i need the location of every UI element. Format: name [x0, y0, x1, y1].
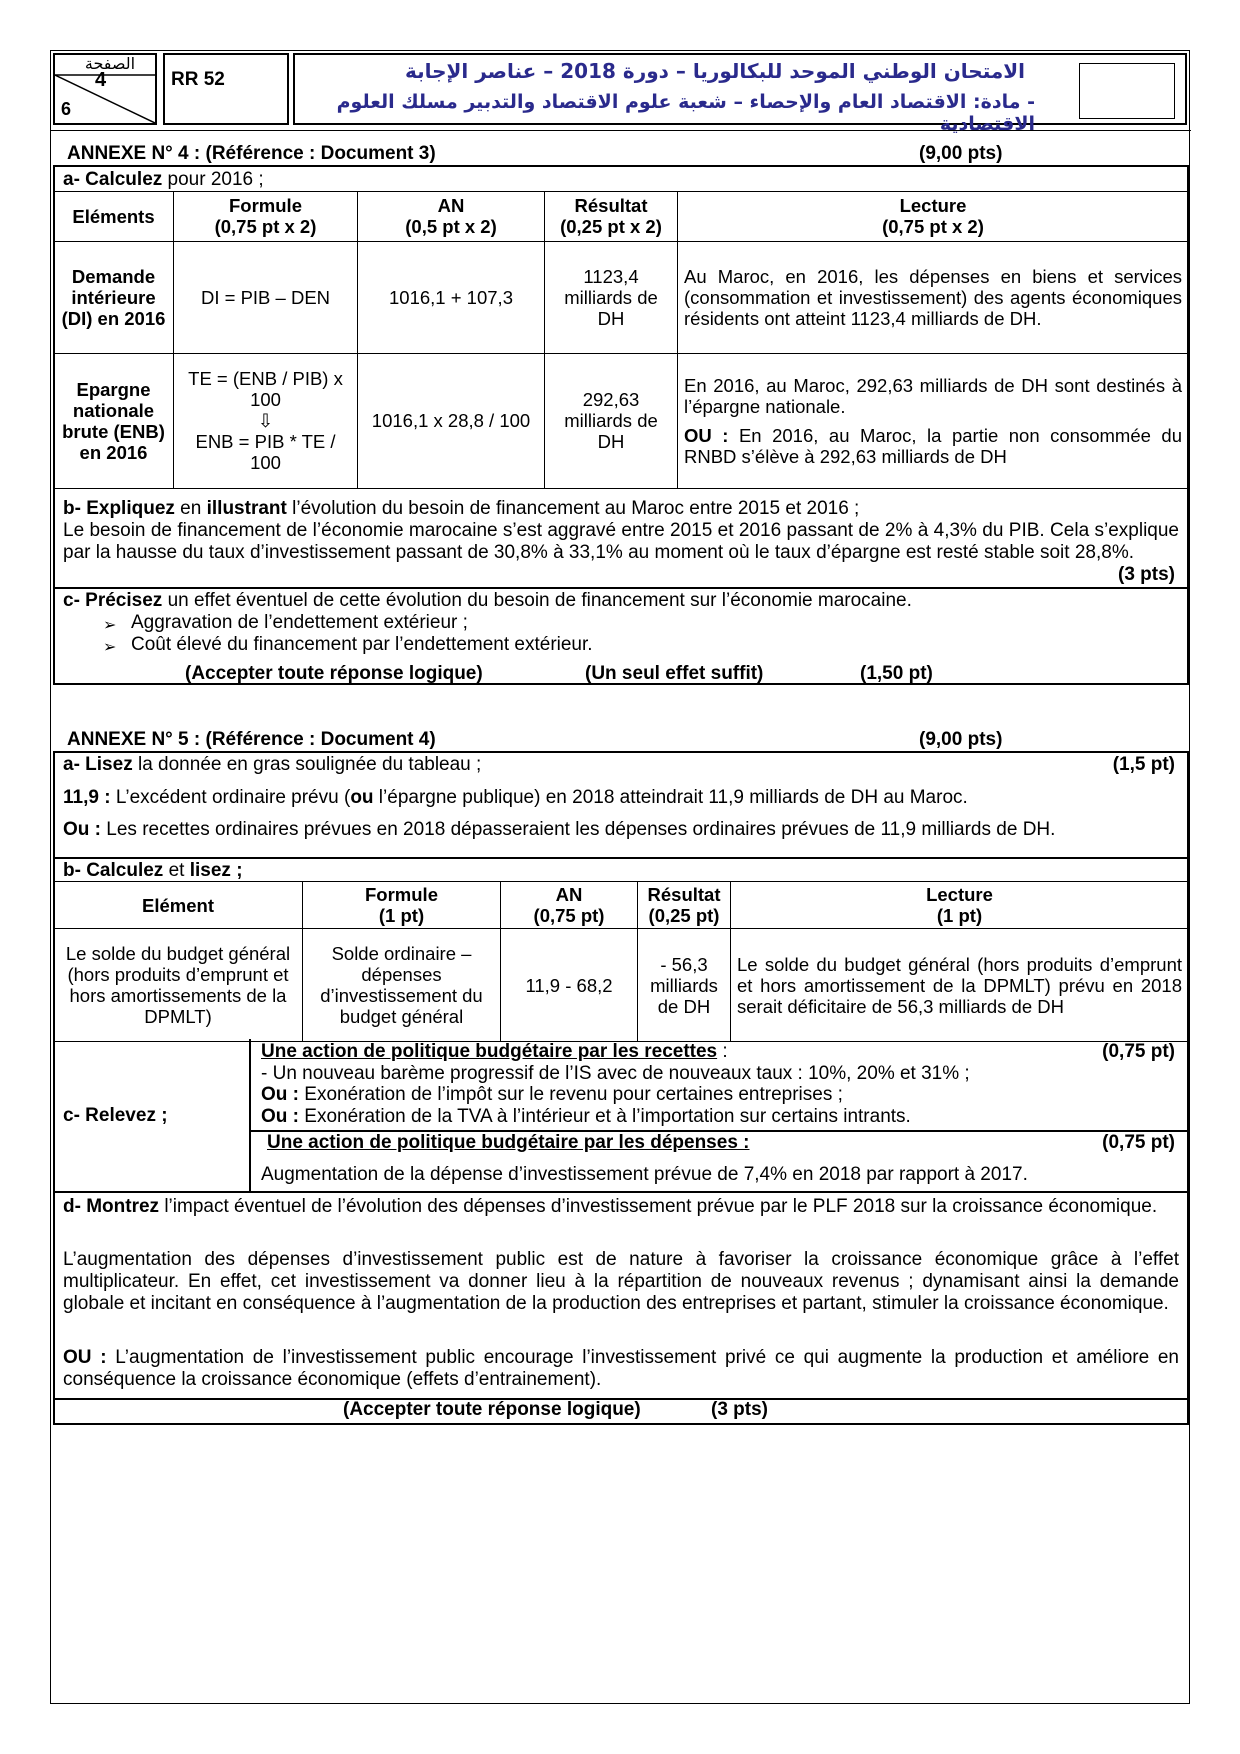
row-element: Le solde du budget général (hors produits d’emprunt et hors amortissements de la DPMLT) — [54, 929, 303, 1042]
annexe5-a-answer: 11,9 : L’excédent ordinaire prévu (ou l’épargne publique) en 2018 atteindrait 11,9 milliards de DH au Maroc. — [63, 787, 968, 808]
depenses-title: Une action de politique budgétaire par les dépenses : — [267, 1132, 750, 1153]
annexe5-box — [53, 751, 1189, 1425]
col-elements: Eléments — [54, 192, 174, 242]
table-row — [54, 929, 1189, 1042]
arrow-bullet-icon: ➢ — [103, 637, 117, 656]
annexe4-b-answer: Le besoin de financement de l’économie marocaine s’est aggravé entre 2015 et 2016 passant de 2% à 4,3% du PIB. Cela s’explique par la hausse du taux d’investissement passant de 30,8% à 33,1% au moment où le taux d’épargne est resté stable soit 28,8%. — [63, 520, 1179, 563]
list-item: Augmentation de la dépense d’investissement prévue de 7,4% en 2018 par rapport à 2017. — [261, 1164, 1028, 1185]
row-formule: Solde ordinaire – dépenses d’investissement du budget général — [303, 929, 501, 1042]
annexe5-a-question: a- Lisez la donnée en gras soulignée du tableau ; — [63, 754, 482, 775]
page-number: 4 — [95, 69, 107, 91]
annexe4-c-question: c- Précisez un effet éventuel de cette évolution du besoin de financement sur l’économie marocaine. — [63, 590, 912, 611]
row-an: 1016,1 x 28,8 / 100 — [358, 353, 545, 488]
recettes-title: Une action de politique budgétaire par les recettes : — [261, 1041, 728, 1062]
col-resultat: Résultat (0,25 pt x 2) — [545, 192, 678, 242]
table-header-row — [54, 192, 1189, 242]
row-element: Demande intérieure (DI) en 2016 — [54, 241, 174, 353]
exam-page — [50, 50, 1190, 1704]
row-resultat: 1123,4 milliards de DH — [545, 241, 678, 353]
annexe4-single-note: (Un seul effet suffit) — [585, 663, 764, 684]
col-formule: Formule (1 pt) — [303, 882, 501, 929]
list-item: Ou : Exonération de l’impôt sur le revenu pour certaines entreprises ; — [261, 1084, 843, 1105]
annexe4-c-points: (1,50 pt) — [860, 663, 933, 684]
depenses-points: (0,75 pt) — [1102, 1132, 1175, 1153]
page-header — [51, 51, 1191, 135]
annexe5-d-answer: L’augmentation des dépenses d’investissement public est de nature à favoriser la croissance économique grâce à l’effet multiplicateur. En effet, cet investissement va donner lieu à la répartition de nouveaux revenus ; dynamisant ainsi la demande globale et incitant en conséquence à l’augmentation de la production des entreprises et partant, stimuler la croissance économique. — [63, 1249, 1179, 1314]
annexe5-points: (9,00 pts) — [919, 729, 1003, 750]
page-number-box — [53, 53, 157, 125]
recettes-points: (0,75 pt) — [1102, 1041, 1175, 1062]
exam-code: RR 52 — [163, 53, 289, 125]
row-an: 11,9 - 68,2 — [501, 929, 638, 1042]
col-lecture: Lecture (1 pt) — [731, 882, 1189, 929]
row-formule: TE = (ENB / PIB) x 100 ⇩ ENB = PIB * TE / 100 — [174, 353, 358, 488]
annexe5-a-points: (1,5 pt) — [1112, 754, 1175, 775]
title-box — [293, 53, 1187, 135]
annexe5-d-answer-alt: OU : L’augmentation de l’investissement public encourage l’investissement privé ce qui augmente la production et améliore en conséquence la croissance économique (effets d’entrainement). — [63, 1347, 1179, 1390]
row-resultat: - 56,3 milliards de DH — [638, 929, 731, 1042]
annexe5-a-answer-alt: Ou : Les recettes ordinaires prévues en 2018 dépasseraient les dépenses ordinaires prévues de 11,9 milliards de DH. — [63, 819, 1056, 840]
annexe5-table — [53, 881, 1189, 1042]
down-arrow-icon: ⇩ — [257, 410, 274, 432]
col-formule: Formule (0,75 pt x 2) — [174, 192, 358, 242]
annexe4-b-points: (3 pts) — [1118, 564, 1175, 585]
annexe4-b-question: b- Expliquez en illustrant l’évolution du besoin de financement au Maroc entre 2015 et 2016 ; — [63, 498, 860, 519]
arrow-bullet-icon: ➢ — [103, 615, 117, 634]
col-resultat: Résultat (0,25 pt) — [638, 882, 731, 929]
table-header-row — [54, 882, 1189, 929]
list-item: Aggravation de l’endettement extérieur ; — [131, 612, 468, 633]
table-row — [54, 241, 1189, 353]
list-item: Ou : Exonération de la TVA à l’intérieur et à l’importation sur certains intrants. — [261, 1106, 911, 1127]
divider — [55, 587, 1187, 589]
annexe4-table — [53, 191, 1189, 489]
row-formule: DI = PIB – DEN — [174, 241, 358, 353]
divider — [55, 1191, 1187, 1193]
list-item: - Un nouveau barème progressif de l’IS avec de nouveaux taux : 10%, 20% et 31% ; — [261, 1063, 970, 1084]
annexe5-d-points: (3 pts) — [711, 1399, 768, 1420]
row-lecture: Le solde du budget général (hors produits d’emprunt et hors amortissement de la DPMLT) prévu en 2018 serait déficitaire de 56,3 milliards de DH — [731, 929, 1189, 1042]
col-lecture: Lecture (0,75 pt x 2) — [678, 192, 1189, 242]
annexe4-title: ANNEXE N° 4 : (Référence : Document 3) — [67, 143, 436, 164]
list-item: Coût élevé du financement par l’endettement extérieur. — [131, 634, 593, 655]
divider — [249, 1039, 251, 1191]
annexe4-accept-note: (Accepter toute réponse logique) — [185, 663, 483, 684]
col-an: AN (0,75 pt) — [501, 882, 638, 929]
row-element: Epargne nationale brute (ENB) en 2016 — [54, 353, 174, 488]
annexe5-accept-note: (Accepter toute réponse logique) — [343, 1399, 641, 1420]
grade-box — [1079, 63, 1175, 119]
col-an: AN (0,5 pt x 2) — [358, 192, 545, 242]
annexe5-b-question: b- Calculez et lisez ; — [63, 860, 243, 881]
annexe5-title: ANNEXE N° 5 : (Référence : Document 4) — [67, 729, 436, 750]
row-an: 1016,1 + 107,3 — [358, 241, 545, 353]
row-lecture: Au Maroc, en 2016, les dépenses en biens et services (consommation et investissement) des agents économiques résidents ont atteint 1123,4 milliards de DH. — [678, 241, 1189, 353]
page-label: الصفحة — [84, 54, 136, 73]
col-element: Elément — [54, 882, 303, 929]
annexe5-d-question: d- Montrez l’impact éventuel de l’évolution des dépenses d’investissement prévue par le PLF 2018 sur la croissance économique. — [63, 1196, 1158, 1217]
exam-title: الامتحان الوطني الموحد للبكالوريا – دورة 2018 – عناصر الإجابة — [404, 59, 1025, 83]
row-lecture: En 2016, au Maroc, 292,63 milliards de DH sont destinés à l’épargne nationale. OU : En 2016, au Maroc, la partie non consommée du RNBD s’élève à 292,63 milliards de DH — [678, 353, 1189, 488]
annexe4-points: (9,00 pts) — [919, 143, 1003, 164]
table-row — [54, 353, 1189, 488]
annexe4-box — [53, 165, 1189, 685]
annexe5-c-question: c- Relevez ; — [63, 1105, 168, 1126]
row-resultat: 292,63 milliards de DH — [545, 353, 678, 488]
annexe4-a-question: a- Calculez pour 2016 ; — [63, 169, 264, 190]
divider — [55, 857, 1187, 859]
exam-subject: - مادة: الاقتصاد العام والإحصاء – شعبة علوم الاقتصاد والتدبير مسلك العلوم الاقتصادية — [336, 91, 1035, 135]
total-pages: 6 — [61, 99, 72, 119]
